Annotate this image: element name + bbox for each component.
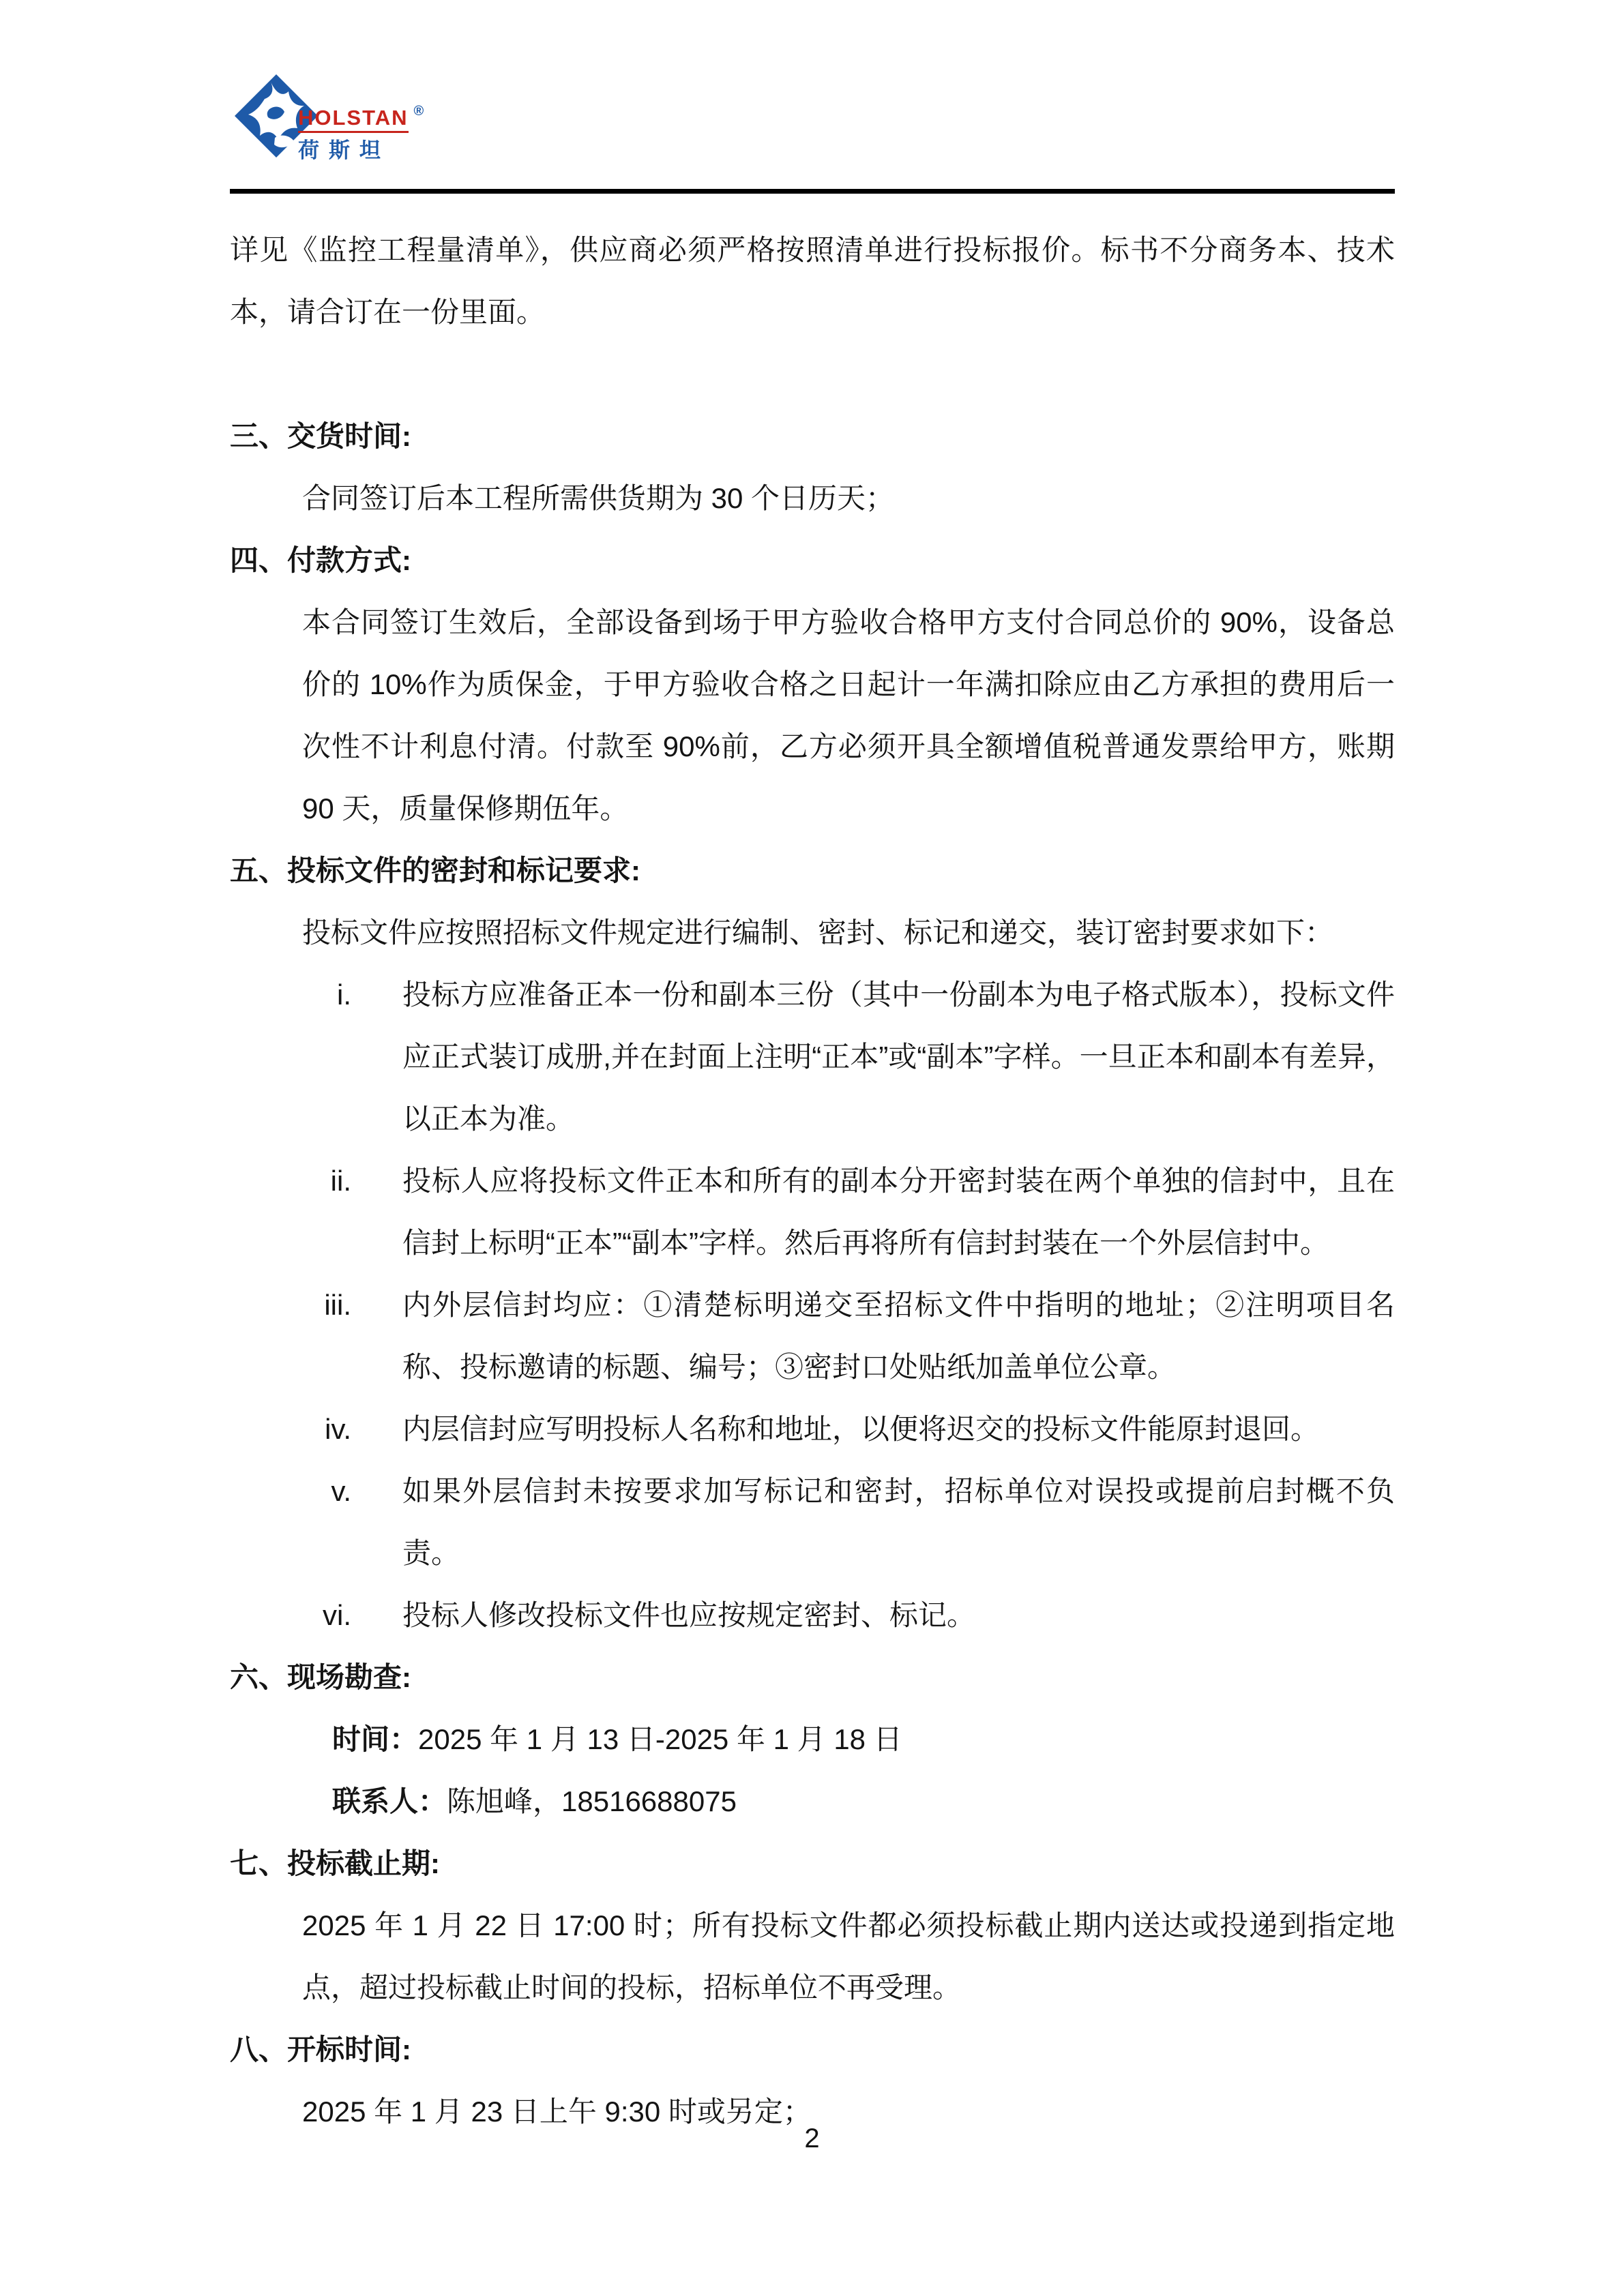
list-item-ii — [230, 1150, 1395, 1274]
page-number: 2 — [804, 2123, 820, 2153]
registered-trademark-icon: ® — [413, 104, 424, 119]
site-survey-time-line — [332, 1708, 1395, 1770]
bid-deadline-paragraph: 2025 年 1 月 22 日 17:00 时；所有投标文件都必须投标截止期内送达或投递到指定地点，超过投标截止时间的投标，招标单位不再受理。 — [302, 1909, 1395, 2003]
site-survey-contact-label: 联系人： — [332, 1785, 447, 1817]
site-survey-contact-line — [332, 1770, 1395, 1832]
logo-wordmark — [298, 106, 424, 164]
list-text-i: 投标方应准备正本一份和副本三份（其中一份副本为电子格式版本），投标文件应正式装订成册,并在封面上注明“正本”或“副本”字样。一旦正本和副本有差异，以正本为准。 — [402, 979, 1395, 1135]
delivery-time-paragraph: 合同签订后本工程所需供货期为 30 个日历天； — [302, 482, 895, 514]
site-survey-time-label: 时间： — [332, 1723, 419, 1755]
section-heading-delivery-time: 三、交货时间: — [230, 420, 411, 452]
list-text-v: 如果外层信封未按要求加写标记和密封，招标单位对误投或提前启封概不负责。 — [402, 1475, 1395, 1569]
sealing-marking-intro: 投标文件应按照招标文件规定进行编制、密封、标记和递交，装订密封要求如下： — [302, 916, 1334, 949]
list-number-ii: ii. — [330, 1165, 351, 1197]
logo-brand-name: HOLSTAN — [298, 106, 409, 133]
site-survey-time-value: 2025 年 1 月 13 日-2025 年 1 月 18 日 — [418, 1723, 902, 1755]
list-number-iv: iv. — [325, 1413, 351, 1445]
list-item-iii — [230, 1274, 1395, 1398]
site-survey-contact-value: 陈旭峰，18516688075 — [447, 1785, 737, 1817]
list-text-iii: 内外层信封均应：①清楚标明递交至招标文件中指明的地址；②注明项目名称、投标邀请的标题、编号；③密封口处贴纸加盖单位公章。 — [402, 1289, 1395, 1383]
header-divider — [230, 189, 1395, 194]
logo-brand-chinese: 荷斯坦 — [298, 138, 390, 162]
list-item-iv — [230, 1398, 1395, 1460]
intro-paragraph: 详见《监控工程量清单》，供应商必须严格按照清单进行投标报价。标书不分商务本、技术本，请合订在一份里面。 — [230, 234, 1395, 328]
list-text-iv: 内层信封应写明投标人名称和地址，以便将迟交的投标文件能原封退回。 — [402, 1413, 1320, 1445]
section-heading-sealing-marking: 五、投标文件的密封和标记要求: — [230, 854, 640, 886]
logo-brand-row — [298, 106, 424, 130]
list-item-i — [230, 964, 1395, 1150]
list-text-ii: 投标人应将投标文件正本和所有的副本分开密封装在两个单独的信封中，且在信封上标明“正本”“副本”字样。然后再将所有信封封装在一个外层信封中。 — [402, 1165, 1395, 1259]
holstan-logo — [230, 65, 475, 167]
list-number-i: i. — [337, 979, 351, 1011]
list-text-vi: 投标人修改投标文件也应按规定密封、标记。 — [402, 1599, 976, 1631]
section-heading-payment-terms: 四、付款方式: — [230, 544, 411, 576]
bid-opening-paragraph: 2025 年 1 月 23 日上午 9:30 时或另定； — [302, 2096, 812, 2128]
section-heading-site-survey: 六、现场勘查: — [230, 1661, 411, 1693]
section-heading-bid-opening: 八、开标时间: — [230, 2033, 411, 2066]
list-number-vi: vi. — [323, 1599, 351, 1631]
list-item-v — [230, 1460, 1395, 1584]
list-number-iii: iii. — [324, 1289, 351, 1321]
document-body — [230, 219, 1395, 2143]
list-number-v: v. — [331, 1475, 351, 1507]
payment-terms-paragraph: 本合同签订生效后，全部设备到场于甲方验收合格甲方支付合同总价的 90%，设备总价的 10%作为质保金，于甲方验收合格之日起计一年满扣除应由乙方承担的费用后一次性不计利息付清。付款至 90%前，乙方必须开具全额增值税普通发票给甲方，账期 90 天，质量保修期伍年。 — [302, 606, 1395, 824]
section-heading-bid-deadline: 七、投标截止期: — [230, 1847, 440, 1879]
list-item-vi — [230, 1584, 1395, 1646]
